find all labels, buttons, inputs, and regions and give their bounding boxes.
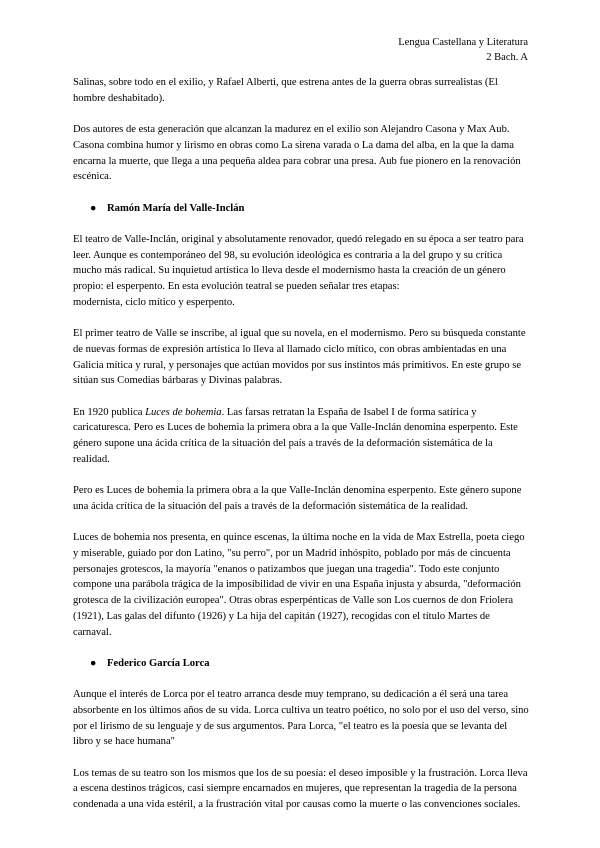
paragraph-valle-stages: modernista, ciclo mítico y esperpento. — [73, 296, 235, 308]
luces-title: Luces de bohemia — [145, 406, 222, 418]
header-course: 2 Bach. A — [486, 51, 528, 63]
paragraph-luces-summary: Luces de bohemia nos presenta, en quince escenas, la última noche en la vida de Max Estrella, poeta ciego y miserable, guiado por don Latino, "su perro", por un Madrid inhóspito, poblado por más de cincuenta personajes grotescos, la mayoría "enanos o patizambos que juegan una tragedia". Todo este conjunto compone una parábola trágica de la imposibilidad de vivir en una España injusta y absurda, "deformación grotesca de la civilización europea". Otras obras esperpénticas de Valle son Los cuernos de don Friolera (1921), Las galas del difunto (1926) y La hija del capitán (1927), recogidas con el título Martes de carnaval. — [73, 532, 525, 638]
paragraph-luces-1920 — [73, 405, 529, 468]
bullet-icon: ● — [90, 657, 97, 669]
section-heading-valle — [73, 201, 529, 217]
header-subject: Lengua Castellana y Literatura — [398, 37, 528, 48]
luces-1920-pre: En 1920 publica — [73, 406, 146, 418]
paragraph-casona-aub: Dos autores de esta generación que alcanzan la madurez en el exilio son Alejandro Casona y Max Aub. Casona combina humor y lirismo en obras como La sirena varada o La dama del alba, en la que la dama encarna la muerte, que llega a una pequeña aldea para cobrar una presa. Aub fue pionero en la renovación escénica. — [73, 124, 521, 183]
bullet-icon: ● — [90, 202, 97, 214]
paragraph-salinas: Salinas, sobre todo en el exilio, y Rafael Alberti, que estrena antes de la guerra obras surrealistas (El hombre deshabitado). — [73, 77, 498, 104]
paragraph-valle-intro: El teatro de Valle-Inclán, original y absolutamente renovador, quedó relegado en su época a ser teatro para leer. Aunque es contemporáneo del 98, su evolución ideológica es contraria a la del grupo y su crítica mucho más radical. Su inquietud artística lo lleva desde el modernismo hasta la creación de un género propio: el esperpento. En esta evolución teatral se pueden señalar tres etapas: — [73, 233, 524, 293]
section-heading-lorca — [73, 656, 529, 672]
paragraph-lorca-intro: Aunque el interés de Lorca por el teatro arranca desde muy temprano, su dedicación a él será una tarea absorbente en los últimos años de su vida. Lorca cultiva un teatro poético, no solo por el uso del verso, sino por el lirismo de su lenguaje y de sus argumentos. Para Lorca, "el teatro es la poesía que se levanta del libro y se hace humana" — [73, 689, 529, 748]
paragraph-esperpento: Pero es Luces de bohemia la primera obra a la que Valle-Inclán denomina esperpento. Este género supone una ácida crítica de la situación del país a través de la deformación sistemática de la realidad. — [73, 485, 522, 512]
page-header — [398, 36, 528, 65]
paragraph-lorca-themes: Los temas de su teatro son los mismos que los de su poesía: el deseo imposible y la frustración. Lorca lleva a escena destinos trágicos, casi siempre encarnados en mujeres, que representan la tragedia de la persona condenada a una vida estéril, a la frustración vital por causas como la muerte o las convenciones sociales. — [73, 767, 528, 811]
section-heading-valle-text: Ramón María del Valle-Inclán — [107, 202, 245, 214]
paragraph-valle-first-theatre: El primer teatro de Valle se inscribe, al igual que su novela, en el modernismo. Pero su búsqueda constante de nuevas formas de expresión artística lo lleva al llamado ciclo mítico, con obras ambientadas en una Galicia mítica y rural, y personajes que actúan movidos por sus instintos más primitivos. En este grupo se sitúan sus Comedias bárbaras y Divinas palabras. — [73, 328, 526, 387]
section-heading-lorca-text: Federico García Lorca — [107, 657, 210, 669]
document-body — [73, 75, 529, 829]
luces-1920-post: . Las farsas retratan la España de Isabel I de forma satírica y caricaturesca. Pero es Luces de bohemia la primera obra a la que Valle-Inclán denomina esperpento. Este género supone una ácida crítica de la situación del país a través de la deformación sistemática de la realidad. — [73, 406, 518, 465]
